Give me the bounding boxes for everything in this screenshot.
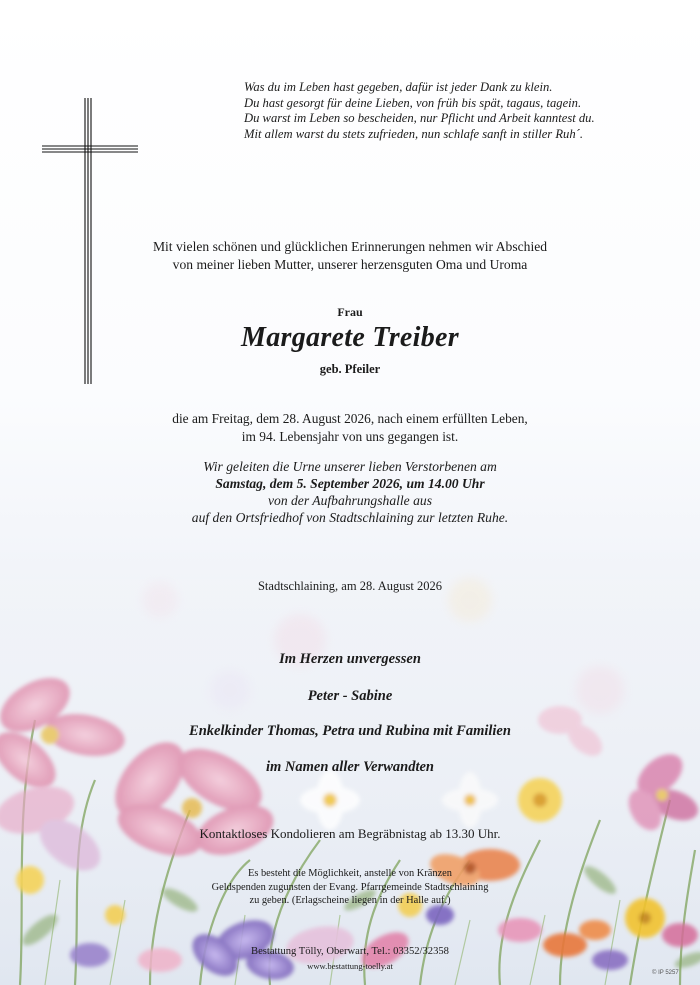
donation-line: zu geben. (Erlagscheine liegen in der Halle auf.) <box>249 895 451 907</box>
signature-line: im Namen aller Verwandten <box>266 759 434 775</box>
funeral-line: von der Aufbahrungshalle aus <box>267 493 432 508</box>
donation-note <box>0 867 700 908</box>
death-notice-line: die am Freitag, dem 28. August 2026, nach einem erfüllten Leben, <box>172 411 528 426</box>
signature-line: Enkelkinder Thomas, Petra und Rubina mit Familien <box>189 723 511 739</box>
donation-line: Es besteht die Möglichkeit, anstelle von Kränzen <box>247 868 452 879</box>
funeral-date: Samstag, dem 5. September 2026, um 14.00 Uhr <box>215 476 485 491</box>
donation-line: Geldspenden zugunsten der Evang. Pfarrgemeinde Stadtschlaining <box>211 881 489 893</box>
farewell-intro <box>0 238 700 274</box>
poem-line: Du hast gesorgt für deine Lieben, von früh bis spät, tagaus, tagein. <box>244 95 582 110</box>
funeral-details <box>0 458 700 526</box>
place-date: Stadtschlaining, am 28. August 2026 <box>257 579 443 593</box>
salutation: Frau <box>337 305 363 319</box>
memorial-poem <box>244 80 595 142</box>
funeral-home: Bestattung Tölly, Oberwart, Tel.: 03352/32358 <box>251 946 449 957</box>
death-notice <box>0 410 700 446</box>
death-notice-line: im 94. Lebensjahr von uns gegangen ist. <box>241 429 459 444</box>
intro-line: von meiner lieben Mutter, unserer herzensguten Oma und Uroma <box>172 257 528 272</box>
poem-line: Mit allem warst du stets zufrieden, nun schlafe sanft in stiller Ruh´. <box>244 126 583 141</box>
funeral-home-website: www.bestattung-toelly.at <box>307 961 393 971</box>
deceased-name: Margarete Treiber <box>241 322 459 353</box>
signature-line: Im Herzen unvergessen <box>279 651 421 667</box>
print-code: © IP 5257 <box>652 970 679 976</box>
poem-line: Was du im Leben hast gegeben, dafür ist jeder Dank zu klein. <box>244 80 553 94</box>
poem-line: Du warst im Leben so bescheiden, nur Pflicht und Arbeit kanntest du. <box>244 111 595 126</box>
funeral-line: Wir geleiten die Urne unserer lieben Verstorbenen am <box>203 459 497 474</box>
maiden-name: geb. Pfeiler <box>319 362 381 376</box>
signature-line: Peter - Sabine <box>307 688 393 704</box>
condolence-note: Kontaktloses Kondolieren am Begräbnistag ab 13.30 Uhr. <box>199 826 501 841</box>
intro-line: Mit vielen schönen und glücklichen Erinnerungen nehmen wir Abschied <box>152 239 548 254</box>
funeral-line: auf den Ortsfriedhof von Stadtschlaining zur letzten Ruhe. <box>191 510 509 525</box>
